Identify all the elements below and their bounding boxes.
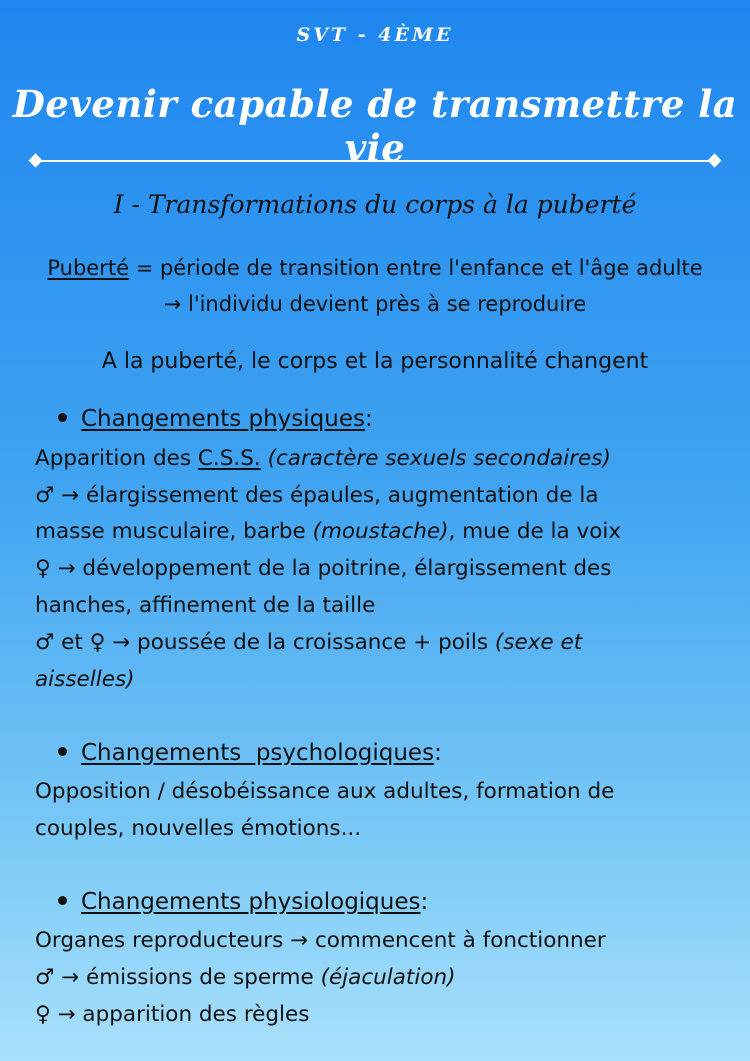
male-text-1: → élargissement des épaules, augmentation de la	[54, 483, 599, 508]
physiological-female-line	[35, 1002, 309, 1027]
bullet-physiological	[58, 889, 428, 915]
male-text-2-italic: (moustache)	[312, 519, 449, 544]
physiological-line-1: Organes reproducteurs → commencent à fonctionner	[35, 928, 606, 953]
physiological-title: Changements physiologiques	[81, 889, 421, 915]
definition-line-1	[0, 256, 750, 280]
male-text-2a: masse musculaire, barbe	[35, 519, 313, 544]
male-line-2	[35, 519, 621, 544]
male-icon: ♂	[35, 630, 55, 655]
physical-line-1	[35, 446, 611, 471]
male-icon: ♂	[35, 483, 55, 508]
male-line-1	[35, 483, 599, 508]
bullet-physical	[58, 406, 373, 432]
bullet-dot	[58, 413, 67, 422]
psychological-colon: :	[434, 740, 442, 766]
page-title: Devenir capable de transmettre la vie	[12, 82, 738, 170]
female-line-2: hanches, affinement de la taille	[35, 593, 376, 618]
female-icon: ♀	[35, 556, 51, 581]
both-italic-1: (sexe et	[494, 630, 583, 655]
psychological-title: Changements psychologiques	[81, 740, 435, 766]
definition-term: Puberté	[47, 256, 130, 280]
both-line-2: aisselles)	[35, 667, 135, 692]
male-icon: ♂	[35, 965, 55, 990]
both-and: et	[54, 630, 90, 655]
bullet-dot	[58, 896, 67, 905]
physiological-male-text: → émissions de sperme	[54, 965, 321, 990]
psychological-line-1: Opposition / désobéissance aux adultes, formation de	[35, 779, 615, 804]
title-divider	[28, 152, 722, 170]
section-heading: I - Transformations du corps à la puberté	[113, 190, 637, 219]
definition-line-2: → l'individu devient près à se reproduire	[163, 292, 587, 316]
physical-title: Changements physiques	[81, 406, 365, 432]
physical-colon: :	[364, 406, 373, 432]
bullet-psychological	[58, 740, 442, 766]
female-line-1	[35, 556, 611, 581]
both-line-1	[35, 630, 582, 655]
female-icon: ♀	[89, 630, 106, 655]
physiological-female-text: → apparition des règles	[50, 1002, 310, 1027]
physical-line-1-prefix: Apparition des	[35, 446, 198, 471]
subject-label: SVT - 4ÈME	[296, 24, 454, 46]
female-text-1: → développement de la poitrine, élargissement des	[50, 556, 612, 581]
physiological-male-italic: (éjaculation)	[320, 965, 456, 990]
male-text-2b: , mue de la voix	[448, 519, 622, 544]
physiological-colon: :	[420, 889, 429, 915]
intro-text: A la puberté, le corps et la personnalité changent	[101, 349, 649, 374]
css-term: C.S.S.	[197, 446, 261, 471]
psychological-line-2: couples, nouvelles émotions...	[35, 816, 362, 841]
both-text: → poussée de la croissance + poils	[105, 630, 495, 655]
definition-text: = période de transition entre l'enfance et l'âge adulte	[129, 256, 703, 280]
css-definition: (caractère sexuels secondaires)	[260, 446, 611, 471]
female-icon: ♀	[35, 1002, 51, 1027]
physiological-male-line	[35, 965, 456, 990]
bullet-dot	[58, 747, 67, 756]
